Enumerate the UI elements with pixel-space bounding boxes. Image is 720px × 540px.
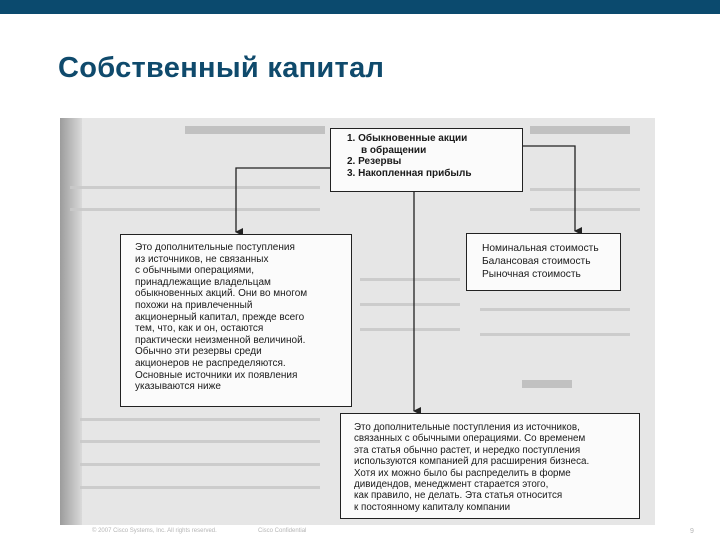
equity-components-box — [330, 128, 523, 192]
connector-right — [523, 146, 575, 231]
page-number: 9 — [690, 528, 694, 535]
header-bar — [0, 0, 720, 14]
text-line: с обычными операциями, — [135, 265, 255, 277]
reserves-description-box — [120, 234, 352, 407]
text-line: из источников, не связанных — [135, 253, 269, 265]
text-line: Это дополнительные поступления из источников, — [354, 422, 580, 433]
scanned-diagram — [60, 118, 655, 525]
text-line: практически неизменной величиной. — [135, 334, 306, 346]
text-line: обыкновенных акций. Они во многом — [135, 288, 308, 300]
text-line: принадлежащие владельцам — [135, 276, 271, 288]
text-line: как правило, не делать. Эта статья относится — [354, 490, 563, 502]
retained-earnings-box — [340, 413, 640, 519]
text-line: Основные источники их появления — [135, 369, 298, 381]
text-line: дивидендов, менеджмент старается этого, — [354, 479, 549, 491]
text-line: эта статья обычно растет, и нередко поступления — [354, 444, 581, 456]
text-line: акционерный капитал, прежде всего — [135, 311, 305, 323]
component-item: 1. Обыкновенные акции — [347, 133, 468, 144]
component-item: в обращении — [361, 144, 427, 156]
connector-left — [236, 168, 330, 232]
text-line: Обычно эти резервы среди — [135, 346, 262, 358]
slide-title: Собственный капитал — [58, 52, 385, 84]
text-line: связанных с обычными операциями. Со временем — [354, 433, 586, 445]
value-type: Балансовая стоимость — [482, 256, 591, 267]
text-line: тем, что, как и он, остаются — [135, 323, 264, 335]
text-line: Хотя их можно было бы распределить в форме — [354, 467, 571, 479]
text-line: акционеров не распределяются. — [135, 357, 286, 369]
footer-copyright: © 2007 Cisco Systems, Inc. All rights reserved. — [92, 528, 217, 534]
component-item: 3. Накопленная прибыль — [347, 167, 472, 179]
component-item: 2. Резервы — [347, 156, 402, 168]
text-line: Это дополнительные поступления — [135, 242, 295, 253]
text-line: к постоянному капиталу компании — [354, 501, 511, 513]
text-line: похожи на привлеченный — [135, 299, 253, 311]
value-type: Рыночная стоимость — [482, 269, 581, 280]
footer-confidential: Cisco Confidential — [258, 528, 307, 534]
text-line: указываются ниже — [135, 381, 221, 393]
text-line: используются компанией для расширения бизнеса. — [354, 456, 590, 468]
share-value-box — [466, 233, 621, 291]
value-type: Номинальная стоимость — [482, 243, 599, 254]
